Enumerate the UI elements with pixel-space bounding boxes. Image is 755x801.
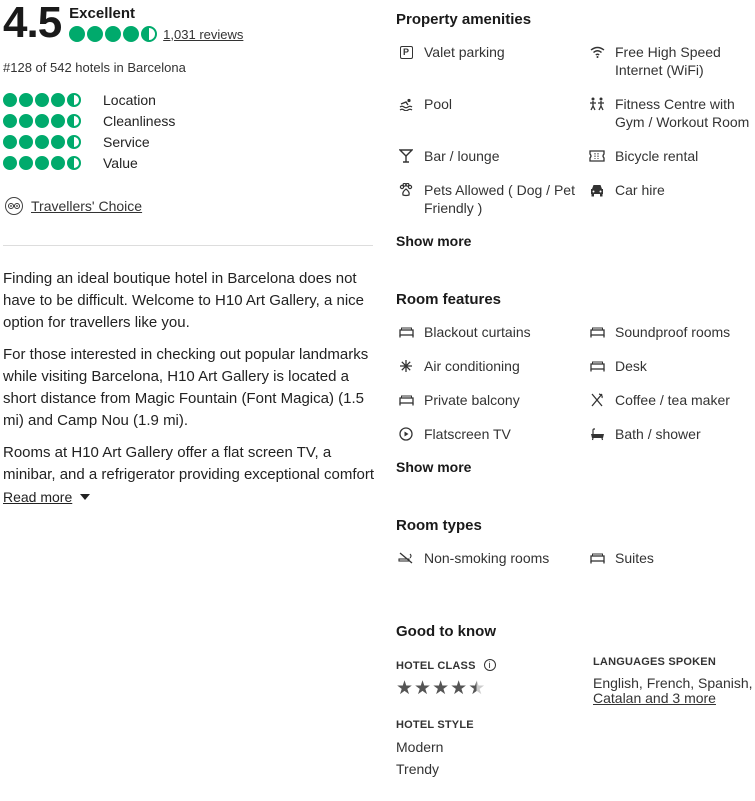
bed-icon (398, 391, 414, 409)
rating-bubble-icon (3, 156, 17, 170)
star-icon: ★ (450, 678, 468, 699)
rating-bubble-icon (51, 114, 65, 128)
rating-half-bubble-icon (67, 93, 81, 107)
rating-bubble-icon (19, 93, 33, 107)
amenity-item (398, 43, 578, 61)
half-star-icon: ★ (468, 678, 486, 699)
amenities-show-more-button[interactable]: Show more (396, 233, 472, 249)
info-icon[interactable]: i (484, 659, 496, 671)
room-feature-item (589, 357, 647, 375)
room-feature-item (589, 391, 730, 409)
about-description (3, 268, 375, 508)
hotel-class-label: HOTEL CLASS (396, 660, 476, 672)
room-feature-label: Flatscreen TV (424, 426, 511, 442)
rating-half-bubble-icon (67, 156, 81, 170)
hotel-class-stars (396, 680, 496, 698)
sub-rating-label: Location (103, 91, 156, 108)
pool-icon (398, 95, 414, 113)
room-feature-label: Coffee / tea maker (615, 392, 730, 408)
hotel-style-value: Modern (396, 739, 444, 755)
room-feature-label: Air conditioning (424, 358, 520, 374)
rating-score: 4.5 (3, 0, 62, 47)
room-type-item (589, 549, 654, 567)
bed-icon (398, 323, 414, 341)
read-more-button[interactable] (3, 486, 375, 508)
languages-label: LANGUAGES SPOKEN (593, 656, 716, 668)
rating-bubbles (69, 26, 157, 42)
sub-rating-label: Service (103, 133, 150, 150)
play-icon (398, 425, 414, 443)
no-smoking-icon (398, 549, 414, 567)
utensils-icon (589, 391, 605, 409)
owl-icon (5, 197, 23, 215)
rating-half-bubble-icon (141, 26, 157, 42)
paw-icon (398, 181, 414, 199)
rating-bubble-icon (123, 26, 139, 42)
bed-icon (589, 357, 605, 375)
rating-bubble-icon (35, 156, 49, 170)
room-types-title: Room types (396, 517, 482, 534)
rating-bubble-icon (87, 26, 103, 42)
rating-bubble-icon (3, 135, 17, 149)
room-feature-label: Soundproof rooms (615, 324, 731, 340)
amenity-item (589, 95, 755, 131)
about-paragraph: Rooms at H10 Art Gallery offer a flat screen TV, a minibar, and a refrigerator providing exceptional comfort (3, 444, 375, 483)
amenity-label: Free High Speed Internet (WiFi) (615, 44, 721, 78)
rating-bubble-icon (35, 93, 49, 107)
rating-bubble-icon (19, 156, 33, 170)
rating-bubble-icon (51, 135, 65, 149)
rating-bubble-icon (69, 26, 85, 42)
reviews-link[interactable]: 1,031 reviews (163, 26, 244, 42)
sub-rating-row (3, 110, 175, 131)
amenity-label: Bar / lounge (424, 148, 500, 164)
wifi-icon (589, 43, 605, 61)
amenity-item (398, 147, 578, 165)
amenity-item (398, 181, 583, 217)
hotel-style (396, 719, 474, 778)
rating-bubble-icon (3, 93, 17, 107)
room-features-title: Room features (396, 291, 502, 308)
room-type-label: Non-smoking rooms (424, 550, 550, 566)
rating-bubble-icon (19, 114, 33, 128)
fitness-icon (589, 95, 605, 113)
languages-more-link[interactable]: Catalan and 3 more (593, 690, 716, 706)
room-feature-label: Desk (615, 358, 647, 374)
star-icon: ★ (432, 678, 450, 699)
rating-bubble-icon (3, 114, 17, 128)
rating-half-bubble-icon (67, 135, 81, 149)
rating-bubble-icon (105, 26, 121, 42)
travellers-choice-label: Travellers' Choice (31, 198, 143, 214)
bed-icon (589, 549, 605, 567)
room-feature-item (398, 425, 511, 443)
overall-rating (3, 0, 243, 46)
sub-rating-row (3, 152, 175, 173)
bed-icon (589, 323, 605, 341)
hotel-class (396, 656, 496, 698)
ticket-icon (589, 147, 605, 165)
hotel-style-value: Trendy (396, 761, 440, 777)
sub-rating-row (3, 131, 175, 152)
amenity-item (398, 95, 578, 113)
languages-spoken (593, 656, 755, 706)
about-paragraph: Finding an ideal boutique hotel in Barcelona does not have to be difficult. Welcome to H10 Art Gallery, a nice option for travellers like you. (3, 270, 365, 331)
room-feature-item (589, 425, 701, 443)
room-type-item (398, 549, 549, 567)
parking-icon: P (398, 43, 414, 61)
rating-half-bubble-icon (67, 114, 81, 128)
sub-rating-label: Cleanliness (103, 112, 176, 129)
amenities-title: Property amenities (396, 11, 532, 28)
sub-rating-label: Value (103, 154, 138, 171)
room-type-label: Suites (615, 550, 654, 566)
amenity-label: Fitness Centre with Gym / Workout Room (615, 96, 750, 130)
read-more-label: Read more (3, 489, 73, 505)
room-feature-item (398, 323, 531, 341)
amenity-label: Car hire (615, 182, 665, 198)
rating-bubble-icon (19, 135, 33, 149)
room-feature-label: Bath / shower (615, 426, 701, 442)
hotel-rank: #128 of 542 hotels in Barcelona (3, 60, 186, 75)
amenity-label: Pets Allowed ( Dog / Pet Friendly ) (424, 182, 575, 216)
good-to-know-title: Good to know (396, 623, 496, 640)
star-icon: ★ (396, 678, 414, 699)
room-feature-label: Blackout curtains (424, 324, 531, 340)
rating-bubble-icon (35, 135, 49, 149)
rating-bubble-icon (51, 156, 65, 170)
caret-down-icon (80, 494, 90, 500)
amenity-item (589, 43, 755, 79)
room-feature-item (398, 357, 520, 375)
room-feature-label: Private balcony (424, 392, 520, 408)
room-feature-item (589, 323, 730, 341)
amenity-label: Valet parking (424, 44, 505, 60)
snowflake-icon (398, 357, 414, 375)
room-feature-item (398, 391, 520, 409)
cocktail-icon (398, 147, 414, 165)
about-paragraph: For those interested in checking out popular landmarks while visiting Barcelona, H10 Art Gallery is located a short distance from Magic Fountain (Font Magica) (1.5 mi) and Camp Nou (1.9 mi). (3, 346, 369, 429)
sub-rating-row (3, 89, 175, 110)
sub-ratings (3, 89, 175, 173)
rating-label: Excellent (69, 5, 136, 22)
star-icon: ★ (414, 678, 432, 699)
car-icon (589, 181, 605, 199)
rating-bubble-icon (35, 114, 49, 128)
languages-value: English, French, Spanish, (593, 675, 753, 691)
hotel-style-label: HOTEL STYLE (396, 719, 474, 731)
amenity-item (589, 147, 755, 165)
divider (3, 245, 373, 246)
amenity-item (589, 181, 755, 199)
room-features-show-more-button[interactable]: Show more (396, 459, 472, 475)
amenity-label: Pool (424, 96, 453, 112)
bath-icon (589, 425, 605, 443)
travellers-choice[interactable] (5, 197, 142, 215)
amenity-label: Bicycle rental (615, 148, 699, 164)
rating-bubble-icon (51, 93, 65, 107)
